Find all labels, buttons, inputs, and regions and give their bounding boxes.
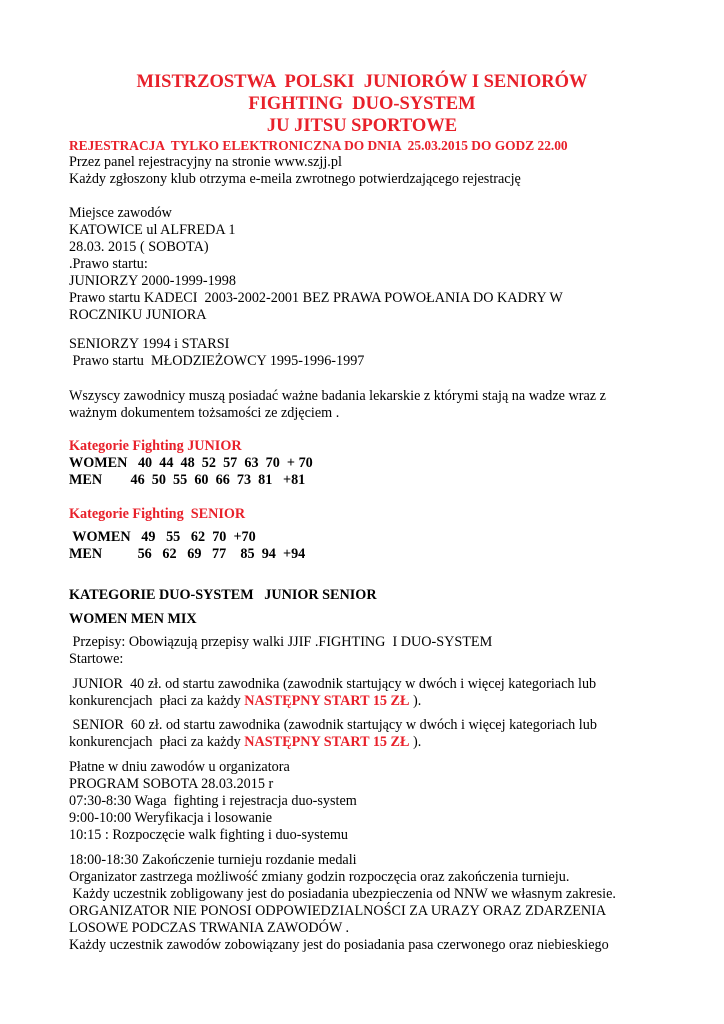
fee-senior-line-1: SENIOR 60 zł. od startu zawodnika (zawodnik startujący w dwóch i więcej kategoriach lub	[69, 717, 597, 733]
program-line-1: Płatne w dniu zawodów u organizatora	[69, 759, 290, 775]
fee-junior-end: ).	[409, 693, 422, 709]
senior-women-weights: WOMEN 49 55 62 70 +70	[69, 529, 256, 545]
closing-line-2: Organizator zastrzega możliwość zmiany godzin rozpoczęcia oraz zakończenia turnieju.	[69, 869, 570, 885]
rules-line-1: Przepisy: Obowiązują przepisy walki JJIF .FIGHTING I DUO-SYSTEM	[69, 634, 493, 650]
closing-line-4: ORGANIZATOR NIE PONOSI ODPOWIEDZIALNOŚCI ZA URAZY ORAZ ZDARZENIA	[69, 903, 607, 919]
registration-notice: REJESTRACJA TYLKO ELEKTRONICZNA DO DNIA 25.03.2015 DO GODZ 22.00	[69, 138, 568, 153]
fee-senior-line-2	[69, 734, 421, 751]
duo-system-heading: KATEGORIE DUO-SYSTEM JUNIOR SENIOR	[69, 587, 377, 603]
medical-line-1: Wszyscy zawodnicy muszą posiadać ważne badania lekarskie z którymi stają na wadze wraz z	[69, 388, 606, 404]
title-line-2: FIGHTING DUO-SYSTEM	[248, 94, 476, 114]
fee-senior-next-start: NASTĘPNY START 15 ZŁ	[244, 734, 410, 750]
venue-line-7: ROCZNIKU JUNIORA	[69, 307, 207, 323]
fee-senior-end: ).	[409, 734, 422, 750]
junior-categories-heading: Kategorie Fighting JUNIOR	[69, 438, 242, 454]
senior-men-weights: MEN 56 62 69 77 85 94 +94	[69, 546, 306, 562]
program-line-2: PROGRAM SOBOTA 28.03.2015 r	[69, 776, 274, 792]
venue-line-5: JUNIORZY 2000-1999-1998	[69, 273, 236, 289]
title-line-1: MISTRZOSTWA POLSKI JUNIORÓW I SENIORÓW	[136, 72, 588, 92]
closing-line-3: Każdy uczestnik zobligowany jest do posiadania ubezpieczenia od NNW we własnym zakresie.	[69, 886, 616, 902]
fee-junior-line-1: JUNIOR 40 zł. od startu zawodnika (zawodnik startujący w dwóch i więcej kategoriach lub	[69, 676, 597, 692]
intro-line-1: Przez panel rejestracyjny na stronie www.szjj.pl	[69, 154, 342, 170]
fee-senior-text: konkurencjach płaci za każdy	[69, 734, 245, 750]
closing-line-1: 18:00-18:30 Zakończenie turnieju rozdanie medali	[69, 852, 357, 868]
fee-junior-next-start: NASTĘPNY START 15 ZŁ	[244, 693, 410, 709]
senior-categories-heading: Kategorie Fighting SENIOR	[69, 506, 246, 522]
closing-line-6: Każdy uczestnik zawodów zobowiązany jest do posiadania pasa czerwonego oraz niebieskiego	[69, 937, 609, 953]
intro-line-2: Każdy zgłoszony klub otrzyma e-meila zwrotnego potwierdzającego rejestrację	[69, 171, 521, 187]
fee-junior-line-2	[69, 693, 421, 710]
venue-line-6: Prawo startu KADECI 2003-2002-2001 BEZ PRAWA POWOŁANIA DO KADRY W	[69, 290, 563, 306]
program-line-4: 9:00-10:00 Weryfikacja i losowanie	[69, 810, 273, 826]
medical-line-2: ważnym dokumentem tożsamości ze zdjęciem .	[69, 405, 340, 421]
seniors-line-1: SENIORZY 1994 i STARSI	[69, 336, 230, 352]
program-line-5: 10:15 : Rozpoczęcie walk fighting i duo-systemu	[69, 827, 348, 843]
title-line-3: JU JITSU SPORTOWE	[266, 116, 458, 136]
program-line-3: 07:30-8:30 Waga fighting i rejestracja duo-system	[69, 793, 357, 809]
junior-men-weights: MEN 46 50 55 60 66 73 81 +81	[69, 472, 306, 488]
venue-line-4: .Prawo startu:	[69, 256, 148, 272]
fee-junior-text: konkurencjach płaci za każdy	[69, 693, 245, 709]
venue-line-2: KATOWICE ul ALFREDA 1	[69, 222, 236, 238]
duo-system-sub: WOMEN MEN MIX	[69, 611, 197, 627]
venue-line-1: Miejsce zawodów	[69, 205, 172, 221]
closing-line-5: LOSOWE PODCZAS TRWANIA ZAWODÓW .	[69, 920, 350, 936]
seniors-line-2: Prawo startu MŁODZIEŻOWCY 1995-1996-1997	[69, 353, 365, 369]
rules-line-2: Startowe:	[69, 651, 124, 667]
venue-line-3: 28.03. 2015 ( SOBOTA)	[69, 239, 209, 255]
junior-women-weights: WOMEN 40 44 48 52 57 63 70 + 70	[69, 455, 313, 471]
